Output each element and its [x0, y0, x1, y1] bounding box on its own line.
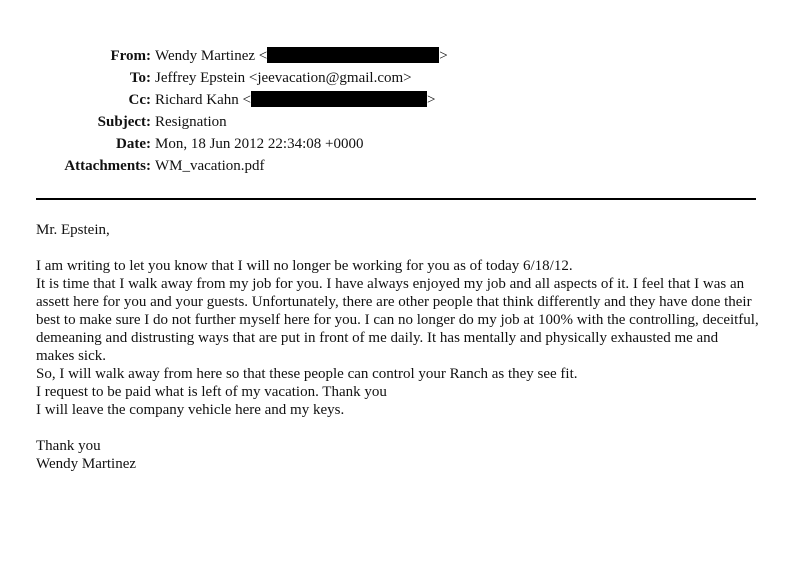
to-row — [0, 67, 803, 89]
body-line-vehicle: I will leave the company vehicle here and my keys. — [36, 402, 345, 418]
subject-label: Subject: — [97, 114, 151, 130]
from-value — [155, 45, 448, 67]
cc-row — [0, 89, 803, 111]
cc-value — [155, 89, 435, 111]
body-line-vacation: I request to be paid what is left of my vacation. Thank you — [36, 384, 387, 400]
closing: Thank you — [36, 438, 101, 454]
email-header — [0, 45, 803, 177]
from-name: Wendy Martinez < — [155, 48, 268, 64]
signature: Wendy Martinez — [36, 456, 137, 472]
paragraph-gap — [36, 239, 760, 257]
cc-close: > — [426, 92, 436, 108]
attachments-row — [0, 155, 803, 177]
email-body — [36, 221, 760, 473]
date-value: Mon, 18 Jun 2012 22:34:08 +0000 — [155, 136, 364, 152]
body-line-notice: I am writing to let you know that I will no longer be working for you as of today 6/18/12. — [36, 258, 573, 274]
to-value: Jeffrey Epstein <jeevacation@gmail.com> — [155, 70, 412, 86]
from-row — [0, 45, 803, 67]
paragraph-gap — [36, 419, 760, 437]
header-divider — [36, 198, 756, 200]
from-label: From: — [110, 48, 151, 64]
attachments-value[interactable]: WM_vacation.pdf — [155, 158, 265, 174]
body-line-explanation: It is time that I walk away from my job for you. I have always enjoyed my job and all aspects of it. I feel that I was an assett here for you and your guests. Unfortunately, there are other people that think differently and they have done their best to make sure I do not further myself here for you. I can no longer do my job at 100% with the controlling, deceitful, demeaning and distrusting ways that are put in front of me daily. It has mentally and physically exhausted me and makes sick. — [36, 276, 759, 364]
cc-name: Richard Kahn < — [155, 92, 251, 108]
salutation: Mr. Epstein, — [36, 222, 110, 238]
cc-label: Cc: — [128, 92, 151, 108]
subject-row — [0, 111, 803, 133]
attachments-label: Attachments: — [64, 158, 151, 174]
from-close: > — [439, 48, 448, 64]
cc-email-redaction — [251, 91, 427, 107]
body-line-walk-away: So, I will walk away from here so that these people can control your Ranch as they see fit. — [36, 366, 578, 382]
to-label: To: — [129, 70, 151, 86]
subject-value: Resignation — [155, 114, 227, 130]
date-row — [0, 133, 803, 155]
date-label: Date: — [116, 136, 151, 152]
from-email-redaction — [267, 47, 439, 63]
